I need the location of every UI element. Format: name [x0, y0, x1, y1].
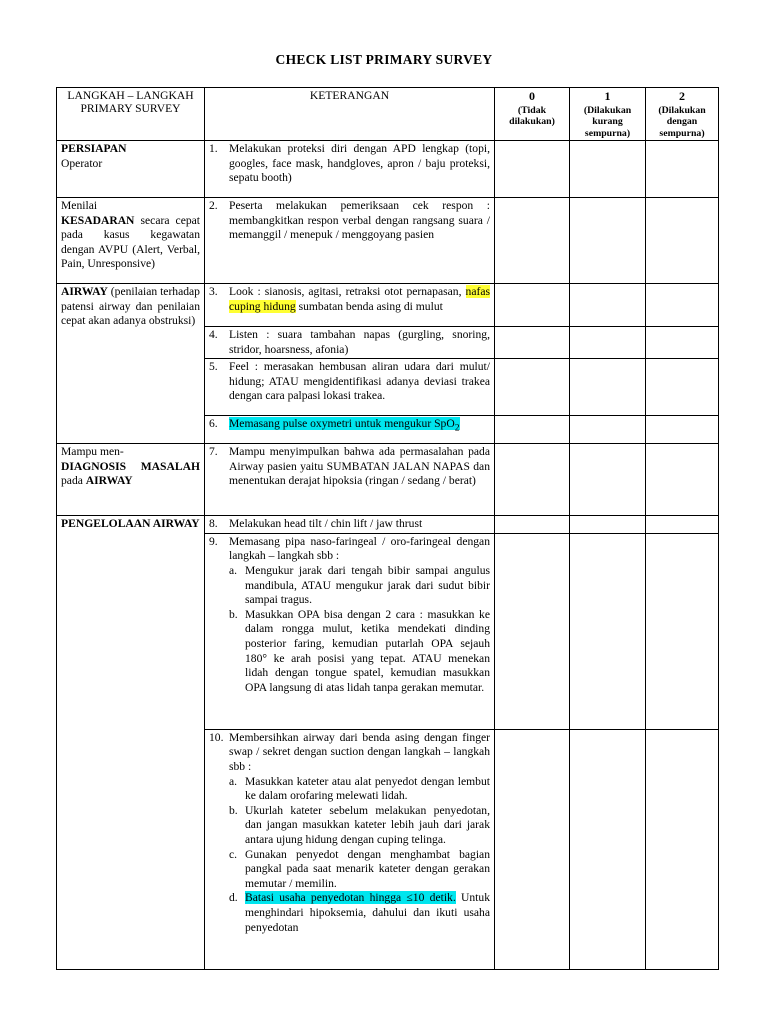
sub-item-letter: b.: [229, 607, 238, 621]
header-steps: LANGKAH – LANGKAH PRIMARY SURVEY: [57, 88, 205, 141]
score-1-checkbox[interactable]: [570, 141, 646, 198]
step-kesadaran-desc: secara cepat pada kasus kegawatan dengan AVPU (Alert, Verbal, Pain, Unresponsive): [61, 213, 200, 271]
step-persiapan-desc: Operator: [61, 156, 103, 170]
score-0-checkbox[interactable]: [495, 516, 570, 534]
item-cell: [205, 327, 495, 359]
score-2-checkbox[interactable]: [646, 416, 719, 444]
sub-item-text: [245, 891, 490, 935]
step-diagnosis-pre: Mampu men-: [61, 445, 124, 459]
sub-item-letter: b.: [229, 803, 238, 817]
item-cell: [205, 416, 495, 444]
item-text: Listen : suara tambahan napas (gurgling, snoring, stridor, hoarsness, afonia): [229, 328, 490, 356]
score-0-checkbox[interactable]: [495, 327, 570, 359]
sub-item-text: Mengukur jarak dari tengah bibir sampai angulus mandibula, ATAU mengukur jarak dari sudut bibir sampai tragus.: [245, 564, 490, 607]
item-text-part: Look : sianosis, agitasi, retraksi otot pernapasan,: [229, 285, 462, 299]
score-1-checkbox[interactable]: [570, 729, 646, 969]
step-kesadaran-pre: Menilai: [61, 199, 98, 213]
score-2-checkbox[interactable]: [646, 533, 719, 729]
item-cell: [205, 444, 495, 516]
sub-item-text: Masukkan kateter atau alat penyedot dengan lembut ke dalam orofaring melewati lidah.: [245, 774, 490, 803]
item-number: 9.: [209, 534, 218, 548]
item-text: [229, 285, 490, 314]
score-2-checkbox[interactable]: [646, 284, 719, 327]
item-text: Melakukan head tilt / chin lift / jaw thrust: [229, 517, 423, 531]
header-score-1: [570, 88, 646, 141]
item-text: Memasang pipa naso-faringeal / oro-faringeal dengan langkah – langkah sbb :: [229, 534, 490, 563]
item-number: 3.: [209, 285, 218, 299]
highlight-cyan: Batasi usaha penyedotan hingga ≤10 detik.: [245, 891, 456, 905]
item-number: 4.: [209, 328, 218, 342]
score-1-checkbox[interactable]: [570, 533, 646, 729]
item-number: 2.: [209, 199, 218, 213]
checklist-table: [56, 87, 719, 970]
table-row: [57, 444, 719, 516]
sub-item-letter: a.: [229, 774, 238, 788]
score-2-checkbox[interactable]: [646, 141, 719, 198]
score-0-number: 0: [529, 89, 535, 103]
item-cell: [205, 284, 495, 327]
item-text-part: Memasang pulse oxymetri untuk mengukur SpO: [229, 417, 455, 431]
step-airway: [57, 284, 205, 444]
score-1-checkbox[interactable]: [570, 516, 646, 534]
score-1-checkbox[interactable]: [570, 444, 646, 516]
score-1-label: (Dilakukan kurang sempurna): [583, 104, 632, 139]
highlight-yellow: nafas cuping hidung: [229, 285, 490, 313]
score-2-checkbox[interactable]: [646, 516, 719, 534]
score-2-checkbox[interactable]: [646, 359, 719, 416]
sub-item-text: Gunakan penyedot dengan menghambat bagian pangkal pada saat menarik kateter dengan gerakan memutar / memilin.: [245, 847, 490, 890]
item-number: 5.: [209, 360, 218, 374]
score-0-checkbox[interactable]: [495, 533, 570, 729]
step-airway-title: AIRWAY: [61, 285, 108, 299]
score-2-checkbox[interactable]: [646, 444, 719, 516]
step-diagnosis-mid: pada: [61, 474, 83, 488]
score-2-checkbox[interactable]: [646, 729, 719, 969]
item-cell: [205, 198, 495, 284]
step-airway-desc: (penilaian terhadap patensi airway dan penilaian cepat akan adanya obstruksi): [61, 285, 200, 328]
header-keterangan: KETERANGAN: [205, 88, 495, 141]
score-2-number: 2: [679, 89, 685, 103]
item-text: [229, 417, 490, 436]
table-row: [57, 141, 719, 198]
score-2-label: (Dilakukan dengan sempurna): [658, 104, 706, 139]
score-1-checkbox[interactable]: [570, 327, 646, 359]
header-score-2: [646, 88, 719, 141]
score-0-checkbox[interactable]: [495, 141, 570, 198]
header-score-0: [495, 88, 570, 141]
table-row: [57, 284, 719, 327]
score-1-checkbox[interactable]: [570, 416, 646, 444]
item-cell: [205, 359, 495, 416]
step-pengelolaan-title: PENGELOLAAN AIRWAY: [61, 517, 200, 531]
score-0-checkbox[interactable]: [495, 416, 570, 444]
item-number: 7.: [209, 445, 218, 459]
score-0-checkbox[interactable]: [495, 284, 570, 327]
step-diagnosis-title2: AIRWAY: [85, 474, 133, 488]
score-0-label: (Tidak dilakukan): [509, 104, 555, 128]
item-cell: [205, 516, 495, 534]
step-kesadaran-title: KESADARAN: [61, 213, 135, 227]
item-text: Peserta melakukan pemeriksaan cek respon : membangkitkan respon verbal dengan rangsang suara / memanggil / menepuk / menggoyang pasien: [229, 199, 490, 242]
item-number: 8.: [209, 517, 218, 531]
score-1-checkbox[interactable]: [570, 284, 646, 327]
item-number: 1.: [209, 142, 218, 156]
step-persiapan: [57, 141, 205, 198]
score-0-checkbox[interactable]: [495, 444, 570, 516]
item-number: 10.: [209, 730, 224, 744]
step-pengelolaan: [57, 516, 205, 970]
item-cell: [205, 533, 495, 729]
score-2-checkbox[interactable]: [646, 198, 719, 284]
score-1-checkbox[interactable]: [570, 359, 646, 416]
step-kesadaran: [57, 198, 205, 284]
sub-item-letter: a.: [229, 564, 238, 578]
sub-item-letter: c.: [229, 847, 238, 861]
step-diagnosis-title: DIAGNOSIS MASALAH: [61, 459, 200, 473]
step-persiapan-title: PERSIAPAN: [61, 142, 127, 156]
item-text-part: sumbatan benda asing di mulut: [298, 299, 443, 313]
item-text: Mampu menyimpulkan bahwa ada permasalahan pada Airway pasien yaitu SUMBATAN JALAN NAPAS dan menentukan derajat hipoksia (ringan / sedang / berat): [229, 445, 490, 488]
step-diagnosis: [57, 444, 205, 516]
score-1-checkbox[interactable]: [570, 198, 646, 284]
item-text: Membersihkan airway dari benda asing dengan finger swap / sekret dengan suction dengan langkah – langkah sbb :: [229, 730, 490, 774]
score-0-checkbox[interactable]: [495, 729, 570, 969]
highlight-cyan: [229, 417, 460, 434]
subscript: 2: [454, 422, 460, 434]
table-row: [57, 198, 719, 284]
score-1-number: 1: [604, 89, 611, 103]
score-2-checkbox[interactable]: [646, 327, 719, 359]
sub-item-text: Masukkan OPA bisa dengan 2 cara : masukkan ke dalam rongga mulut, ketika mendekati dinding posterior faring, kemudian putarlah OPA sejauh 180° ke arah posisi yang tepat. ATAU menekan lidah dengan tongue spatel, kemudian masukkan OPA langsung di atas lidah tanpa gerakan memutar.: [245, 607, 490, 694]
item-cell: [205, 141, 495, 198]
sub-item-text: Ukurlah kateter sebelum melakukan penyedotan, dan jangan masukkan kateter lebih jauh dari jarak antara ujung hidung dengan cuping telinga.: [245, 803, 490, 847]
score-0-checkbox[interactable]: [495, 198, 570, 284]
table-row: [57, 516, 719, 534]
item-text: Feel : merasakan hembusan aliran udara dari mulut/ hidung; ATAU mengidentifikasi adanya deviasi trakea dengan cara palpasi lokasi trakea.: [229, 360, 490, 403]
sub-item-text-part: Untuk menghindari hipoksemia, dahului dan ikuti usaha penyedotan: [245, 891, 490, 934]
document-title: CHECK LIST PRIMARY SURVEY: [275, 52, 493, 67]
item-text: Melakukan proteksi diri dengan APD lengkap (topi, googles, face mask, handgloves, apron / baju proteksi, sepatu booth): [229, 142, 490, 185]
header-row: [57, 88, 719, 141]
sub-item-letter: d.: [229, 891, 238, 905]
score-0-checkbox[interactable]: [495, 359, 570, 416]
item-number: 6.: [209, 417, 218, 431]
item-cell: [205, 729, 495, 969]
